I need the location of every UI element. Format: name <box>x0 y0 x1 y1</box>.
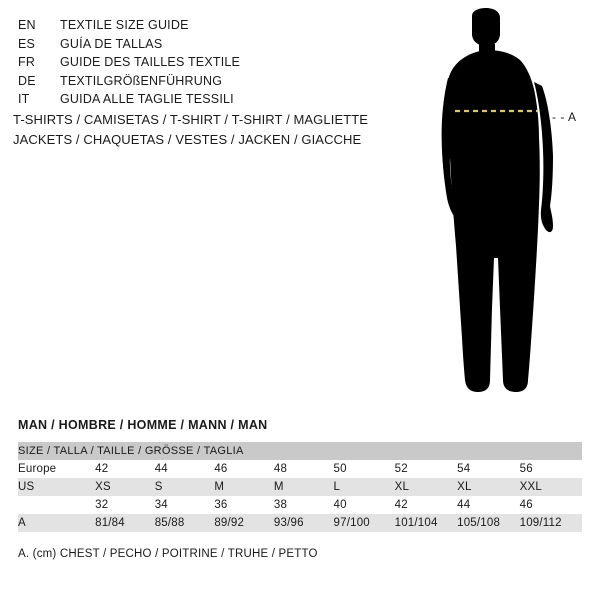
cell-value: 32 <box>95 496 155 514</box>
language-code: DE <box>18 73 36 88</box>
cell-value: M <box>214 478 274 496</box>
cell-value: 85/88 <box>155 514 215 532</box>
cell-value: 56 <box>520 460 582 478</box>
row-label <box>18 496 95 514</box>
category-list <box>13 110 413 150</box>
cell-value: 89/92 <box>214 514 274 532</box>
language-row <box>18 53 378 72</box>
language-list <box>18 16 378 109</box>
cell-value: 36 <box>214 496 274 514</box>
cell-value: XXL <box>520 478 582 496</box>
language-row <box>18 90 378 109</box>
cell-value: 46 <box>214 460 274 478</box>
row-label: Europe <box>18 460 95 478</box>
language-code: EN <box>18 18 36 32</box>
table-header-row <box>18 442 582 460</box>
language-row <box>18 16 378 35</box>
cell-value: 38 <box>274 496 334 514</box>
footnote: A. (cm) CHEST / PECHO / POITRINE / TRUHE / PETTO <box>18 548 318 560</box>
language-code: ES <box>18 36 36 51</box>
table-row <box>18 460 582 478</box>
size-table <box>18 442 582 532</box>
language-text: GUIDE DES TAILLES TEXTILE <box>60 55 241 69</box>
cell-value: 34 <box>155 496 215 514</box>
cell-value: 40 <box>334 496 395 514</box>
language-row <box>18 72 378 91</box>
language-text: GUIDA ALLE TAGLIE TESSILI <box>60 92 234 106</box>
cell-value: 101/104 <box>395 514 458 532</box>
row-label: A <box>18 514 95 532</box>
category-jackets: JACKETS / CHAQUETAS / VESTES / JACKEN / GIACCHE <box>13 132 362 147</box>
language-text: GUÍA DE TALLAS <box>60 36 163 51</box>
silhouette-svg <box>400 8 600 408</box>
cell-value: L <box>334 478 395 496</box>
cell-value: 42 <box>395 496 458 514</box>
table-header-label: SIZE / TALLA / TAILLE / GRÖSSE / TAGLIA <box>18 442 582 460</box>
cell-value: 46 <box>520 496 582 514</box>
cell-value: S <box>155 478 215 496</box>
cell-value: M <box>274 478 334 496</box>
cell-value: 105/108 <box>457 514 520 532</box>
table-row <box>18 514 582 532</box>
category-tshirts: T-SHIRTS / CAMISETAS / T-SHIRT / T-SHIRT / MAGLIETTE <box>13 112 369 127</box>
silhouette-body <box>442 8 553 392</box>
cell-value: 97/100 <box>334 514 395 532</box>
cell-value: XS <box>95 478 155 496</box>
cell-value: 109/112 <box>520 514 582 532</box>
language-code: IT <box>18 92 30 106</box>
language-code: FR <box>18 55 36 69</box>
table-row <box>18 478 582 496</box>
cell-value: 54 <box>457 460 520 478</box>
language-text: TEXTILE SIZE GUIDE <box>60 18 189 32</box>
row-label: US <box>18 478 95 496</box>
cell-value: 93/96 <box>274 514 334 532</box>
cell-value: 42 <box>95 460 155 478</box>
measure-label-a: - - A <box>552 110 577 124</box>
cell-value: 52 <box>395 460 458 478</box>
cell-value: 44 <box>457 496 520 514</box>
cell-value: 50 <box>334 460 395 478</box>
gender-title: MAN / HOMBRE / HOMME / MANN / MAN <box>18 418 268 432</box>
language-text: TEXTILGRÖßENFÜHRUNG <box>60 73 223 88</box>
table-row <box>18 496 582 514</box>
male-silhouette-figure <box>400 8 600 408</box>
cell-value: 81/84 <box>95 514 155 532</box>
cell-value: XL <box>457 478 520 496</box>
cell-value: 48 <box>274 460 334 478</box>
cell-value: 44 <box>155 460 215 478</box>
cell-value: XL <box>395 478 458 496</box>
language-row <box>18 35 378 54</box>
